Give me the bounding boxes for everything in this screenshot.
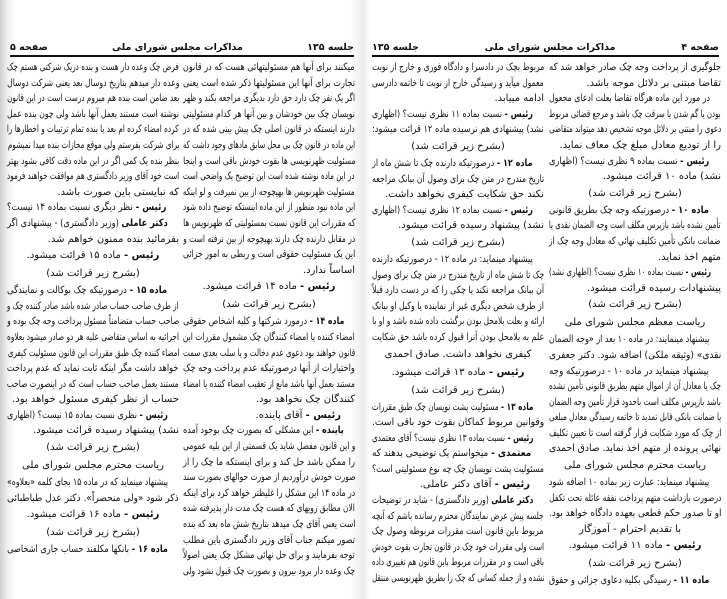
line-text: نسبت بماده ۱۰ نظری نیست؟ (اظهاری نشد) [548, 267, 686, 279]
line-text: نشد) پیشنهاد رسیده قرائت میشود. [398, 220, 544, 232]
line-content [560, 138, 721, 154]
text-line [372, 76, 544, 92]
line-content [46, 439, 139, 457]
line-text: نشد) پیشنهاد رسیده قرائت میشود. [33, 425, 179, 437]
line-content [603, 169, 721, 185]
line-text: تصور میکنم جناب آقای وزیر دادگستری باین مطلب [183, 534, 355, 546]
line-text: درصورتیکه چک بوکالت و نمایندگی [6, 285, 130, 297]
text-line [549, 555, 721, 573]
line-text: پیشنهاد مینمایند: در ماده ۱۰ بعد از «وجه الضمان [549, 334, 710, 346]
line-content [549, 573, 721, 589]
line-text: اجرائیه به اساس متقاضی علیه هر دو صادر میشود بعلاوه [7, 331, 179, 343]
line-text: ادامه مییابد. [494, 93, 544, 105]
page-header [10, 39, 354, 57]
line-text: میکنند برای آنها هم مسئولیتهائی هست که در قانون [183, 62, 355, 73]
text-line [372, 446, 544, 462]
text-line [549, 410, 721, 426]
line-content [549, 154, 721, 170]
text-line [372, 172, 544, 188]
line-text: بانکها مکلفند حساب جاری اشخاصی [6, 544, 132, 556]
line-text: پیشنهادات رسیده قرائت میشود. [586, 282, 721, 294]
speaker-label: رئیس - [305, 409, 341, 421]
line-text: رسیدگی بکلیه دعاوی جزائی و حقوق [549, 575, 674, 587]
line-content [183, 138, 355, 154]
line-text: و این قانون مفصل شاید یک قسمتی از این بلیه عمومی [182, 441, 355, 453]
line-text: درصورتیکه دارنده چک تا شش ماه از [372, 157, 498, 169]
line-text: وقوانین مربوط کماکان بقوت خود باقی است. [371, 417, 544, 429]
line-text: این یک مسئولیت حقوقی است و ربطی به امور جزائی [182, 249, 355, 261]
line-content [372, 299, 544, 315]
line-text: (بشرح زیر قرائت شد) [222, 299, 316, 311]
line-text: با تقدیم احترام - آموزگار [579, 523, 681, 535]
line-content [222, 296, 315, 314]
line-content [385, 187, 544, 203]
page-number: صفحه ۵ [10, 42, 48, 53]
text-line [183, 122, 355, 138]
line-text: نکند حق شکایت کیفری نخواهد داشت. [384, 189, 544, 201]
line-text: تأمین نشده باشد بازپرس مکلف است وجه الضمان نقدی یا [549, 220, 721, 232]
text-line [549, 91, 721, 107]
left-page [0, 0, 362, 599]
line-content [549, 91, 721, 107]
line-text: مربوط باین قانون است مقررات مربوطه وصول چک [372, 526, 544, 538]
line-content [7, 408, 179, 424]
line-text: ماده ۱۱ قرائت میشود. [568, 540, 666, 552]
text-line [7, 265, 179, 283]
text-line [372, 187, 544, 203]
line-content [183, 185, 355, 201]
line-content [372, 60, 544, 76]
text-line [372, 314, 544, 330]
line-content [385, 346, 532, 364]
line-text: چک یا معادل آن از اموال متهم بطریق قانونی تأمین نشده [549, 381, 721, 393]
line-text: توجه بفرمایند و برای حل نهائی مشکل چک یعنی اصولاً [183, 550, 355, 562]
line-text: بنظر بنده یک کمی اگر در این ماده دقت کافی بشود بهتر [6, 155, 179, 167]
line-text: است ولی مقررات خود چک در قانون تجارت بقوت خودش [371, 541, 544, 553]
line-text: پیشنهاد مینماید که در ماده ۱۵ بجای کلمه «بعلاوه» [7, 477, 169, 489]
line-text: (بشرح زیر قرائت شد) [588, 558, 682, 570]
line-content [549, 265, 721, 281]
line-text: در ماده ۱۴ این مشکل را غلیظتر خواهد کرد برای اینکه [182, 487, 355, 499]
speaker-label: رئیس - [504, 204, 533, 216]
text-line [183, 185, 355, 201]
line-text: اساساً ندارد. [302, 264, 355, 276]
line-text: (بشرح زیر قرائت شد) [46, 442, 140, 454]
line-content [549, 348, 721, 364]
speaker-label: رئیس - [680, 155, 710, 167]
text-line [549, 250, 721, 266]
line-text: واختیارات از آنها درصورتیکه عدم پرداخت وجه چک [183, 363, 355, 375]
line-text: اگر یک نفر چک دارد حق دارد بدیگری مراجعه بکند و ظهر [183, 93, 355, 105]
line-text: باشد بازپرس مکلف است باحدود قرار تأمین وجه الضمان [549, 396, 721, 408]
line-text: این ماده نبود منظور از این ماده اینستکه توضیح داده شود [182, 202, 355, 214]
line-content [183, 346, 355, 362]
speaker-label: ماده ۱۱ - [673, 575, 710, 587]
speaker-label: دکتر عاملی [491, 495, 534, 507]
line-text: مسئولیت ظهرنویسی ها بقوت خودش باقی است و اینجا [182, 155, 355, 167]
line-text: در مقابل دارنده چک دارند بهیچوجه از بین نرفته است و [182, 233, 355, 245]
line-content [549, 395, 721, 411]
line-text: پیشنهاد مینماید: عبارت زیر بماده ۱۰ اضافه شود [549, 477, 710, 489]
text-line [183, 91, 355, 107]
line-text: وعده دار میدهم بتاریخ دوسال بعد یعنی شرکت دوسال [6, 77, 179, 89]
text-line [549, 332, 721, 348]
line-text: ریاست معظم مجلس شورای ملی [564, 317, 706, 329]
text-line [549, 364, 721, 380]
line-text: امضاء کننده یا امضاء کنندگان چک مشمول مقررات این [183, 331, 355, 343]
line-text: است خود آقای وزیر دادگستری هم موافقت خواهند فرمود [6, 171, 179, 183]
line-text: تقاضا مبتنی بر دلائل موجه باشد. [586, 77, 721, 89]
line-text: نوشته است مستند بعمل آنها باشد ولی چون بنده عمل [6, 108, 179, 120]
text-line [549, 506, 721, 522]
line-content [411, 138, 504, 156]
line-text: صورت خودش درآوردیم از صورت حوالهای بصورت سند [182, 472, 355, 484]
text-line [372, 540, 544, 556]
line-text: نویسان چک بین خودشان و بین آنها هر کدام مسئولیتی [183, 108, 355, 120]
line-content [549, 491, 721, 507]
text-line [549, 573, 721, 589]
text-line [183, 216, 355, 232]
line-text: مستند بعمل صاحب حساب است که در اینصورت صاحب [7, 378, 179, 390]
speaker-label: رئیس - [299, 281, 336, 293]
line-text: او تا صدور حکم قطعی بعهده دادگاه خواهد بود. [548, 508, 721, 520]
line-content [588, 185, 681, 203]
line-text: مسئولیت پشت نویسان چک طبق مقررات [372, 401, 502, 413]
speaker-label: رئیس - [123, 250, 160, 262]
line-text: از طرف شخص دیگری غیر از نماینده یا وکیل او ببانک [372, 300, 544, 312]
line-text: ارائه و بعلت بلامحل بودن برگشت داده شده باشد و او با [371, 316, 544, 328]
text-line [549, 265, 721, 281]
text-line [549, 185, 721, 203]
line-text: (وزیر دادگستری) - شاید در توضیحات [371, 495, 492, 507]
right-page [362, 0, 727, 599]
line-text: تاریخ مندرج در متن چک برای وصول آن ببانک مراجعه [371, 173, 544, 185]
text-line [183, 377, 355, 393]
line-content [549, 475, 721, 491]
speaker-label: رئیس - [665, 540, 702, 552]
line-text: باقی است و در مقررات مربوط باین قانون هم تغییری داده [371, 557, 544, 569]
text-line [549, 169, 721, 185]
line-content [46, 265, 139, 283]
line-content [549, 410, 721, 426]
line-text: میخواستم یک توضیحی بدهند که [372, 448, 492, 460]
line-text: معمول میآید و رسیدگی خارج از نوبت تا خاتمه دادرسی [372, 77, 544, 89]
speaker-label: ماده ۱۰ - [672, 204, 710, 216]
line-content [549, 441, 721, 457]
line-content [549, 506, 721, 522]
line-text: (بشرح زیر قرائت شد) [411, 236, 505, 248]
text-line [183, 247, 355, 263]
text-line [372, 346, 544, 364]
text-line [549, 522, 721, 538]
line-text: درمورد شرکتها و کلیه اشخاص حقوقی [182, 316, 310, 328]
line-text: (بشرح زیر قرائت شد) [411, 384, 505, 396]
text-line [372, 283, 544, 299]
speaker-label: رئیس - [507, 432, 534, 444]
line-text: نظری نسبت بماده ۱۵ نیست؟ (اظهاری [6, 409, 140, 421]
line-text: دارند اینستکه در قانون اصلی چک پیش بینی شده که در [183, 124, 355, 136]
text-line [549, 475, 721, 491]
line-content [549, 379, 721, 395]
line-text: آقای پاینده. [255, 409, 306, 421]
line-text: نشد) پیشنهادی هم نرسیده ماده ۱۲ قرائت میشود: [372, 124, 544, 136]
line-text: پیشنهاد مینماید در ماده ۱۰ - درصورتیکه وجه [549, 365, 709, 377]
line-text: نقدی» (وثیقه ملکی) اضافه شود. دکتر جعفری [548, 349, 721, 361]
line-text: (بشرح زیر قرائت شد) [46, 527, 140, 539]
line-content [183, 216, 355, 232]
line-content [46, 524, 139, 542]
line-content [183, 377, 355, 393]
line-text: قانون خواهند بود دعوی عدم دخالت و یا سلب بعدی سمت [182, 347, 355, 359]
line-content [565, 314, 705, 332]
line-text: جلوگیری از پرداخت وجه چک صادر خواهد شد که [548, 62, 721, 73]
text-line [549, 203, 721, 219]
line-text: آقای دکتر عاملی. [419, 479, 495, 491]
line-text: الان مطابق رویهای که هست چک مدت دار پذیرفته شده [183, 503, 355, 515]
line-text: متهم اخذ نماید. [657, 251, 721, 263]
line-text: چک وعده دار برود بیرون و بصورت چک قبول نشود ولی [183, 565, 355, 577]
line-text: درصورت بازداشت متهم پرداخت نفقه عائله تحت تکفل [548, 492, 721, 504]
text-line [183, 232, 355, 248]
speaker-label: رئیس - [504, 108, 533, 120]
line-text: خواهد داشت مگر اینکه ثابت نماید که عدم پرداخت [7, 363, 179, 375]
line-text: است یعنی آقای چک میدهد بتاریخ شش ماه بعد که بنده [182, 519, 355, 531]
text-line [549, 154, 721, 170]
line-text: این ماده در قانون چک بی محل سابق مادهای وجود داشت که [182, 139, 355, 151]
line-text: حساب از نظر کیفری مسئول خواهد بود. [12, 394, 179, 406]
line-text: ماده ۱۶ قرائت میشود. [26, 509, 124, 521]
line-content [549, 203, 721, 219]
line-content [549, 332, 721, 348]
line-content [12, 392, 179, 408]
line-text: نسبت بماده ۱۱ نظری نیست؟ (اظهاری [371, 108, 505, 120]
text-line [183, 138, 355, 154]
speaker-label: رئیس - [494, 479, 530, 491]
line-content [564, 457, 706, 475]
line-text: کرده امضاء کرده ام بعد یا بنده تمام ترتیبات و اخطارها را [7, 124, 179, 136]
line-text: (بشرح زیر قرائت شد) [588, 299, 682, 311]
line-text: نهائی پرونده از متهم اخذ نماید. صادق احمدی [548, 443, 721, 455]
line-content [587, 281, 721, 297]
line-text: نسبت بماده ۱۲ نظری نیست؟ (اظهاری [371, 204, 505, 216]
line-text: ریاست محترم مجلس شورای ملی [564, 460, 706, 472]
line-text: ماده ۱۴ قرائت میشود. [202, 281, 300, 293]
text-line [549, 395, 721, 411]
text-line [549, 441, 721, 457]
line-text: ماده ۱۵ قرائت میشود. [26, 250, 124, 262]
line-text: کنندگان چک نخواهد بود. [255, 394, 355, 406]
line-content [579, 522, 681, 538]
line-content [588, 555, 681, 573]
line-text: دعوی را مبتنی بر دلائل موجه تشخیص دهد میتواند متقاضی [548, 124, 721, 136]
line-text: کیفری نخواهد داشت. صادق احمدی [384, 348, 532, 360]
text-line [549, 314, 721, 332]
publication-title: مذاکرات مجلس شورای ملی [484, 42, 616, 53]
line-text: نسبت بماده ۹ نظری نیست؟ (اظهاری [549, 155, 681, 167]
line-content [7, 299, 179, 315]
line-text: مستند بعمل آنها باشد مانع از تعقیب امضاء کننده یا امضاء [183, 378, 355, 390]
text-line [183, 361, 355, 377]
line-content [549, 364, 721, 380]
line-content [372, 540, 544, 556]
text-line [7, 392, 179, 408]
text-line [549, 348, 721, 364]
line-text: نسبت بماده ۱۳ نظری نیست؟ آقای معتمدی [372, 432, 508, 444]
line-content [549, 122, 721, 138]
line-content [549, 60, 721, 76]
text-line [372, 60, 544, 76]
speaker-label: ماده ۱۶ - [131, 544, 168, 556]
text-line [183, 154, 355, 170]
speaker-label: رئیس - [685, 267, 711, 279]
line-text: بفرمائید بنده ممنون خواهم شد. [47, 233, 179, 245]
text-column [372, 60, 544, 587]
line-text: مسئولیت ظهرنویس ها بهیچوجه از بین نمیرفت و لو اینکه [183, 186, 355, 198]
line-text: چک تا شش ماه از تاریخ مندرج در متن چک برای وصول [371, 269, 544, 281]
line-content [183, 361, 355, 377]
line-content [7, 283, 179, 299]
line-content [372, 446, 544, 462]
line-content [372, 524, 544, 540]
line-text: ذکر شود «ولی منحصراً». دکتر عدل طباطبائی [7, 492, 179, 504]
line-text: ماده ۱۳ قرائت میشود. [391, 366, 489, 378]
text-column [549, 60, 721, 589]
line-content [372, 76, 544, 92]
line-content [588, 296, 681, 314]
line-content [372, 555, 544, 571]
line-text: که نبایستی باین صورت باشد. [57, 186, 179, 198]
text-line [549, 60, 721, 76]
text-line [549, 76, 721, 92]
speaker-label: پاینده - [315, 425, 344, 437]
line-content [183, 247, 355, 263]
line-content [372, 509, 544, 525]
text-line [549, 281, 721, 297]
speaker-label: ماده ۱۵ - [129, 285, 168, 297]
line-text: بودن یا گم شدن یا سرقت چک باشد و مرجع قضائی مربوط [549, 108, 721, 120]
line-text: ضمانت بانکی تأمین تکلیف نهائی که معادل وجه چک از [549, 235, 721, 247]
speaker-label: ماده ۱۲ - [497, 157, 533, 169]
line-text: مربوط بچک در دادسرا و دادگاه فوری و خارج از نوبت [371, 62, 544, 73]
text-line [549, 379, 721, 395]
line-text: (بشرح زیر قرائت شد) [411, 140, 505, 152]
text-line [549, 107, 721, 123]
text-line [549, 138, 721, 154]
line-content [411, 234, 504, 252]
line-text: این مشکلی که بصورت چک بوجود آمده [182, 425, 316, 437]
line-text: جلسه پیش عرض نمایندگان محترم رسانده باشم که آنچه [372, 510, 544, 522]
speaker-label: رئیس - [123, 509, 160, 521]
line-text: صاحب حساب متضامناً مسئول پرداخت وجه چک بوده و [6, 316, 179, 328]
line-content [372, 172, 544, 188]
text-line [549, 296, 721, 314]
text-line [7, 299, 179, 315]
line-content [549, 218, 721, 234]
line-text: تجارت برای آنها این مسئولیتها ذکر شده است یعنی [183, 77, 355, 89]
page-number: صفحه ۴ [681, 42, 719, 53]
line-content [549, 234, 721, 250]
speaker-label: ماده ۱۴ - [309, 316, 345, 328]
line-content [658, 250, 721, 266]
line-text: امضاء کننده چک طبق مقررات این قانون مسئولیت کیفری [7, 347, 179, 359]
line-text: مسئولیت پشت نویسان چک چه نوع مسئولیتی است؟ [372, 463, 544, 475]
line-text: بعد ضامن است بنده هم میروم درست است در این قانون [6, 93, 179, 105]
text-line [7, 283, 179, 299]
line-text: در این ماده نوشته شده است این توضیح یک واضحی است [183, 171, 355, 183]
text-line [549, 457, 721, 475]
line-content [183, 232, 355, 248]
page-header [372, 39, 719, 57]
speaker-label: رئیس - [488, 366, 525, 378]
text-line [549, 426, 721, 442]
line-text: پیشنهاد مینماید: در ماده ۱۲ - درصورتیکه دارنده [371, 253, 533, 265]
line-text: (بشرح زیر قرائت شد) [46, 268, 140, 280]
line-text: برای شرکت بفرستم ولی موقع مجازات بنده میدا نمیشوم [7, 139, 179, 151]
line-text: نشده و از جمله کسانی که چک را بطریق ظهرنویسی منتقل [371, 573, 544, 585]
line-text: را ممکن باشد حل کند و برای اینستکه ما چک را از [183, 456, 355, 468]
line-text: در مورد این ماده هرگاه تقاضا بعلت ادعای مجعول [549, 93, 711, 105]
line-content [372, 283, 544, 299]
text-line [549, 218, 721, 234]
line-text: فرض چک وعده دار هست و بنده دریک شرکتی هستم چک [7, 62, 179, 73]
text-line [372, 555, 544, 571]
line-content [549, 426, 721, 442]
line-content [183, 91, 355, 107]
text-line [372, 524, 544, 540]
line-text: نظر دیگری نسبت بماده ۱۴ نیست؟ [7, 202, 137, 214]
line-text: از طرف صاحب حساب صادر شده باشد صادر کننده چک و [7, 300, 179, 312]
text-line [549, 537, 721, 555]
text-line [372, 299, 544, 315]
line-content [183, 122, 355, 138]
line-content [549, 107, 721, 123]
line-text: که مقررات این قانون نسبت بمسئولیتی که ظهرنویس ها [182, 217, 355, 229]
line-text: نشد) ماده ۱۰ قرائت میشود. [602, 171, 721, 183]
speaker-label: رئیس - [136, 202, 167, 214]
text-line [372, 509, 544, 525]
text-line [7, 408, 179, 424]
session-number: جلسه ۱۳۵ [307, 42, 354, 53]
line-content [586, 76, 721, 92]
line-content [183, 154, 355, 170]
text-line [549, 122, 721, 138]
speaker-label: رئیس - [139, 409, 168, 421]
line-content [372, 314, 544, 330]
speaker-label: دکتر عاملی [121, 217, 168, 229]
session-number: جلسه ۱۳۵ [372, 42, 419, 53]
line-text: آن ببانک مراجعه نکند یا چکی را که در دست دارد قبلاً [371, 285, 544, 297]
text-line [549, 234, 721, 250]
line-text: (وزیر دادگستری) - پیشنهادی اگر [6, 217, 122, 229]
line-text: (بشرح زیر قرائت شد) [588, 187, 682, 199]
line-text: ریاست محترم مجلس شورای ملی [22, 460, 164, 472]
line-text: یا ضمانت بانکی قابل تمدید تا خاتمه رسیدگی معادل مبلغی [548, 412, 721, 424]
line-text: درصورتیکه وجه چک بطریق قانونی [549, 204, 673, 216]
speaker-label: معتمدی - [491, 448, 532, 460]
line-content [569, 537, 702, 555]
publication-title: مذاکرات مجلس شورای ملی [111, 42, 243, 53]
line-text: را از تودیع معادل مبلغ چک معاف نماید. [559, 139, 721, 151]
line-text: از چک که مورد شکایت قرار گرفته است تا تعیین تکلیف [548, 427, 721, 439]
text-line [183, 346, 355, 362]
line-text: علم به بلامحل بودن آنرا قبول کرده باشد حق شکایت [371, 331, 544, 343]
speaker-label: ماده ۱۳ - [501, 401, 534, 413]
text-line [549, 491, 721, 507]
